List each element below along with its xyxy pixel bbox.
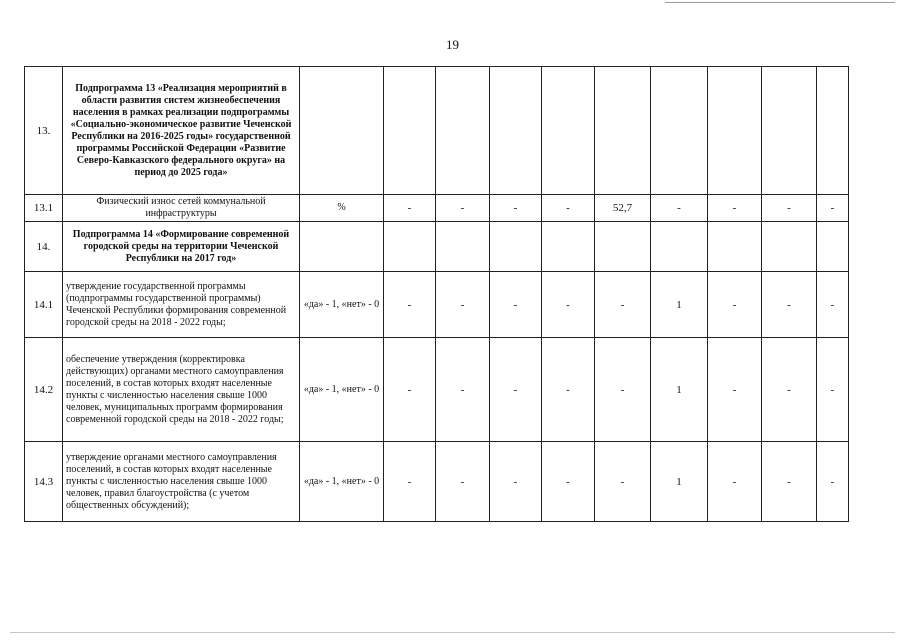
row-name: Подпрограмма 13 «Реализация мероприятий в области развития систем жизнеобеспечения населения в рамках реализации подпрограммы «Социально-экономическое развитие Чеченской Республики на 2016-2025 годы» государственной программы Российской Федерации «Развитие Северо-Кавказского федерального округа» на период до 2025 года»	[63, 67, 300, 195]
row-value	[436, 222, 490, 272]
table-row	[25, 442, 849, 522]
row-value	[708, 67, 762, 195]
table-row	[25, 338, 849, 442]
row-value: -	[595, 338, 651, 442]
row-value: -	[542, 272, 595, 338]
row-value	[384, 222, 436, 272]
scan-artifact-bottom	[10, 632, 895, 633]
row-name: Физический износ сетей коммунальной инфраструктуры	[63, 195, 300, 222]
row-value: -	[817, 442, 849, 522]
row-value: -	[490, 338, 542, 442]
row-value	[651, 67, 708, 195]
indicator-table	[24, 66, 849, 522]
row-value: -	[595, 442, 651, 522]
row-value: -	[542, 338, 595, 442]
row-value: 1	[651, 338, 708, 442]
row-name: утверждение государственной программы (подпрограммы государственной программы) Чеченской Республики формирования современной городской среды на 2018 - 2022 годы;	[63, 272, 300, 338]
row-value: -	[436, 442, 490, 522]
row-number: 14.3	[25, 442, 63, 522]
row-value: -	[817, 195, 849, 222]
page-number: 19	[446, 37, 459, 52]
row-name: утверждение органами местного самоуправления поселений, в состав которых входят населенные пункты с численностью населения свыше 1000 человек, правил благоустройства (с учетом общественных обсуждений);	[63, 442, 300, 522]
row-unit: «да» - 1, «нет» - 0	[300, 442, 384, 522]
row-value: -	[817, 338, 849, 442]
row-value: -	[542, 442, 595, 522]
row-value: -	[384, 338, 436, 442]
row-value: -	[436, 338, 490, 442]
row-value: -	[490, 272, 542, 338]
row-unit: «да» - 1, «нет» - 0	[300, 338, 384, 442]
row-value: -	[490, 195, 542, 222]
row-value: -	[762, 442, 817, 522]
row-value	[651, 222, 708, 272]
row-value	[436, 67, 490, 195]
row-number: 14.	[25, 222, 63, 272]
row-value: -	[762, 195, 817, 222]
row-value: -	[708, 195, 762, 222]
row-value: -	[436, 272, 490, 338]
row-unit	[300, 67, 384, 195]
row-value: -	[384, 442, 436, 522]
row-value	[490, 222, 542, 272]
row-name: Подпрограмма 14 «Формирование современной городской среды на территории Чеченской Республики на 2017 год»	[63, 222, 300, 272]
row-number: 13.1	[25, 195, 63, 222]
row-value: -	[762, 338, 817, 442]
row-value: -	[762, 272, 817, 338]
row-value: -	[490, 442, 542, 522]
row-number: 13.	[25, 67, 63, 195]
row-value	[542, 222, 595, 272]
row-number: 14.2	[25, 338, 63, 442]
row-value	[595, 67, 651, 195]
row-value: -	[651, 195, 708, 222]
row-value: 1	[651, 272, 708, 338]
row-value	[490, 67, 542, 195]
row-name: обеспечение утверждения (корректировка действующих) органами местного самоуправления поселений, в состав которых входят населенные пункты с численностью населения свыше 1000 человек, муниципальных программ формирования современной городской среды на 2018 - 2022 годы;	[63, 338, 300, 442]
table-row	[25, 67, 849, 195]
row-value: -	[708, 442, 762, 522]
row-value	[817, 222, 849, 272]
row-unit: «да» - 1, «нет» - 0	[300, 272, 384, 338]
row-value: -	[595, 272, 651, 338]
scan-artifact-top	[665, 2, 895, 3]
table-row	[25, 222, 849, 272]
row-value	[817, 67, 849, 195]
row-unit	[300, 222, 384, 272]
row-value	[762, 222, 817, 272]
row-value	[542, 67, 595, 195]
row-value	[708, 222, 762, 272]
row-value: 52,7	[595, 195, 651, 222]
row-value	[595, 222, 651, 272]
table-row	[25, 195, 849, 222]
row-value: -	[708, 338, 762, 442]
row-value: -	[542, 195, 595, 222]
row-value: -	[384, 195, 436, 222]
row-number: 14.1	[25, 272, 63, 338]
row-value: 1	[651, 442, 708, 522]
row-value	[384, 67, 436, 195]
row-value: -	[384, 272, 436, 338]
table-row	[25, 272, 849, 338]
row-value: -	[708, 272, 762, 338]
row-unit: %	[300, 195, 384, 222]
row-value	[762, 67, 817, 195]
row-value: -	[817, 272, 849, 338]
row-value: -	[436, 195, 490, 222]
